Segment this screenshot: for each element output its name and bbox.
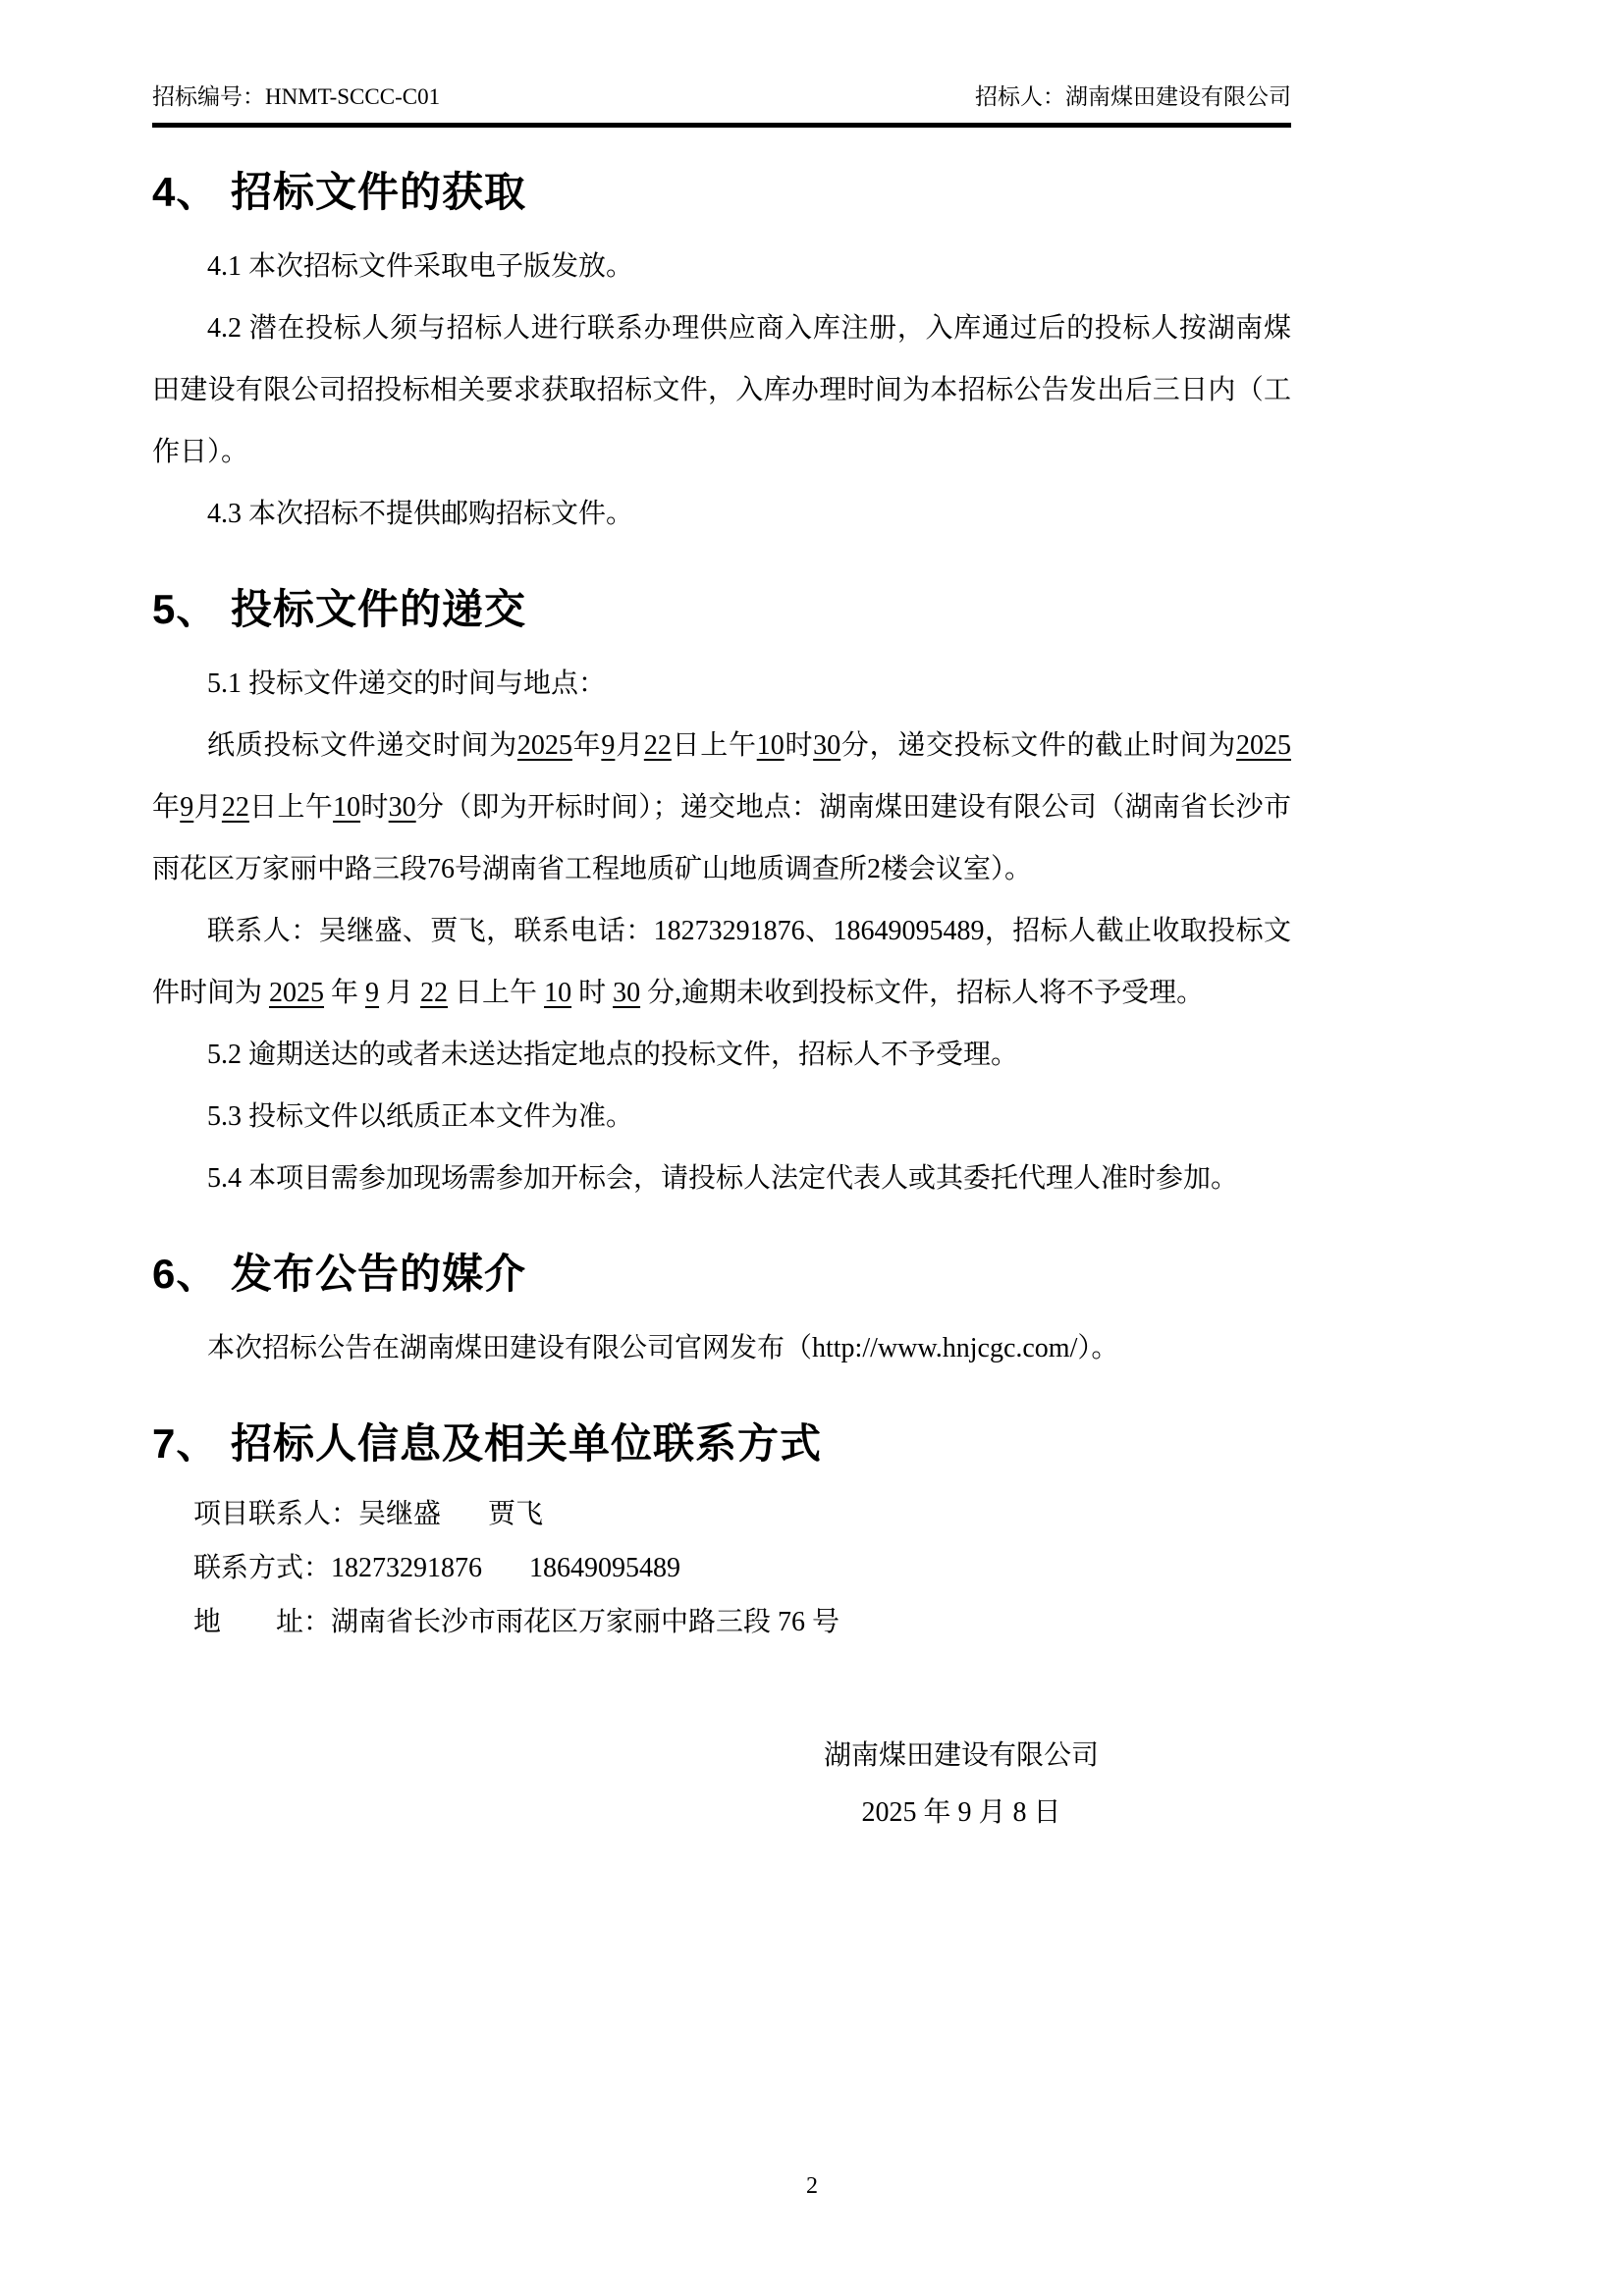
signature-company: 湖南煤田建设有限公司 (823, 1740, 1099, 1771)
contact-phone-1: 18273291876 (331, 1553, 483, 1583)
header-tender-number: 招标编号：HNMT-SCCC-C01 (152, 84, 441, 109)
document-body (152, 165, 1291, 1842)
contact-person-label: 项目联系人： (193, 1499, 359, 1529)
section-7-title: 7、 招标人信息及相关单位联系方式 (152, 1420, 823, 1467)
signature-block (824, 1728, 1099, 1842)
section-5-title: 5、 投标文件的递交 (152, 586, 527, 632)
para-5-4-late-delivery: 5.2 逾期送达的或者未送达指定地点的投标文件，招标人不予受理。 (207, 1040, 1019, 1070)
signature-date: 2025 年 9 月 8 日 (861, 1797, 1061, 1828)
contact-phone-2: 18649095489 (529, 1553, 681, 1583)
contact-person-1: 吴继盛 (358, 1499, 442, 1529)
contact-phone-label: 联系方式： (193, 1553, 332, 1583)
page-number: 2 (806, 2173, 818, 2199)
contact-person-line (152, 1487, 1291, 1541)
contact-address-line (152, 1595, 1291, 1649)
contact-person-2: 贾飞 (488, 1499, 544, 1529)
para-4-2-supplier-registration: 4.2 潜在投标人须与招标人进行联系办理供应商入库注册，入库通过后的投标人按湖南煤田建设有限公司招投标相关要求获取招标文件，入库办理时间为本招标公告发出后三日内（工作日）。 (152, 313, 1291, 467)
para-5-5-paper-original: 5.3 投标文件以纸质正本文件为准。 (207, 1101, 634, 1132)
para-4-1-electronic-distribution: 4.1 本次招标文件采取电子版发放。 (207, 251, 634, 282)
para-6-1-announcement-media: 本次招标公告在湖南煤田建设有限公司官网发布（http://www.hnjcgc.com/）。 (207, 1333, 1119, 1363)
section-6-title: 6、 发布公告的媒介 (152, 1251, 527, 1297)
para-5-3-contact-persons: 联系人：吴继盛、贾飞，联系电话：18273291876、18649095489，招标人截止收取投标文件时间为 2025 年 9 月 22 日上午 10 时 30 分,逾期未收到投标文件，招标人将不予受理。 (152, 916, 1291, 1008)
para-4-3-no-mail-order: 4.3 本次招标不提供邮购招标文件。 (207, 499, 634, 529)
section-4-title: 4、 招标文件的获取 (152, 169, 527, 215)
contact-address-value: 湖南省长沙市雨花区万家丽中路三段 76 号 (331, 1607, 840, 1637)
page-header (152, 0, 1291, 128)
para-5-2-submission-deadline: 纸质投标文件递交时间为2025年9月22日上午10时30分，递交投标文件的截止时间为2025年9月22日上午10时30分（即为开标时间）；递交地点：湖南煤田建设有限公司（湖南省长沙市雨花区万家丽中路三段76号湖南省工程地质矿山地质调查所2楼会议室）。 (152, 730, 1291, 884)
header-tenderer: 招标人：湖南煤田建设有限公司 (975, 84, 1291, 109)
page-footer (0, 2173, 1624, 2200)
para-5-1-time-and-place: 5.1 投标文件递交的时间与地点： (207, 668, 607, 699)
contact-phone-line (152, 1541, 1291, 1595)
para-5-6-attend-opening: 5.4 本项目需参加现场需参加开标会，请投标人法定代表人或其委托代理人准时参加。 (207, 1163, 1239, 1194)
contact-address-label: 地 址： (193, 1607, 332, 1637)
